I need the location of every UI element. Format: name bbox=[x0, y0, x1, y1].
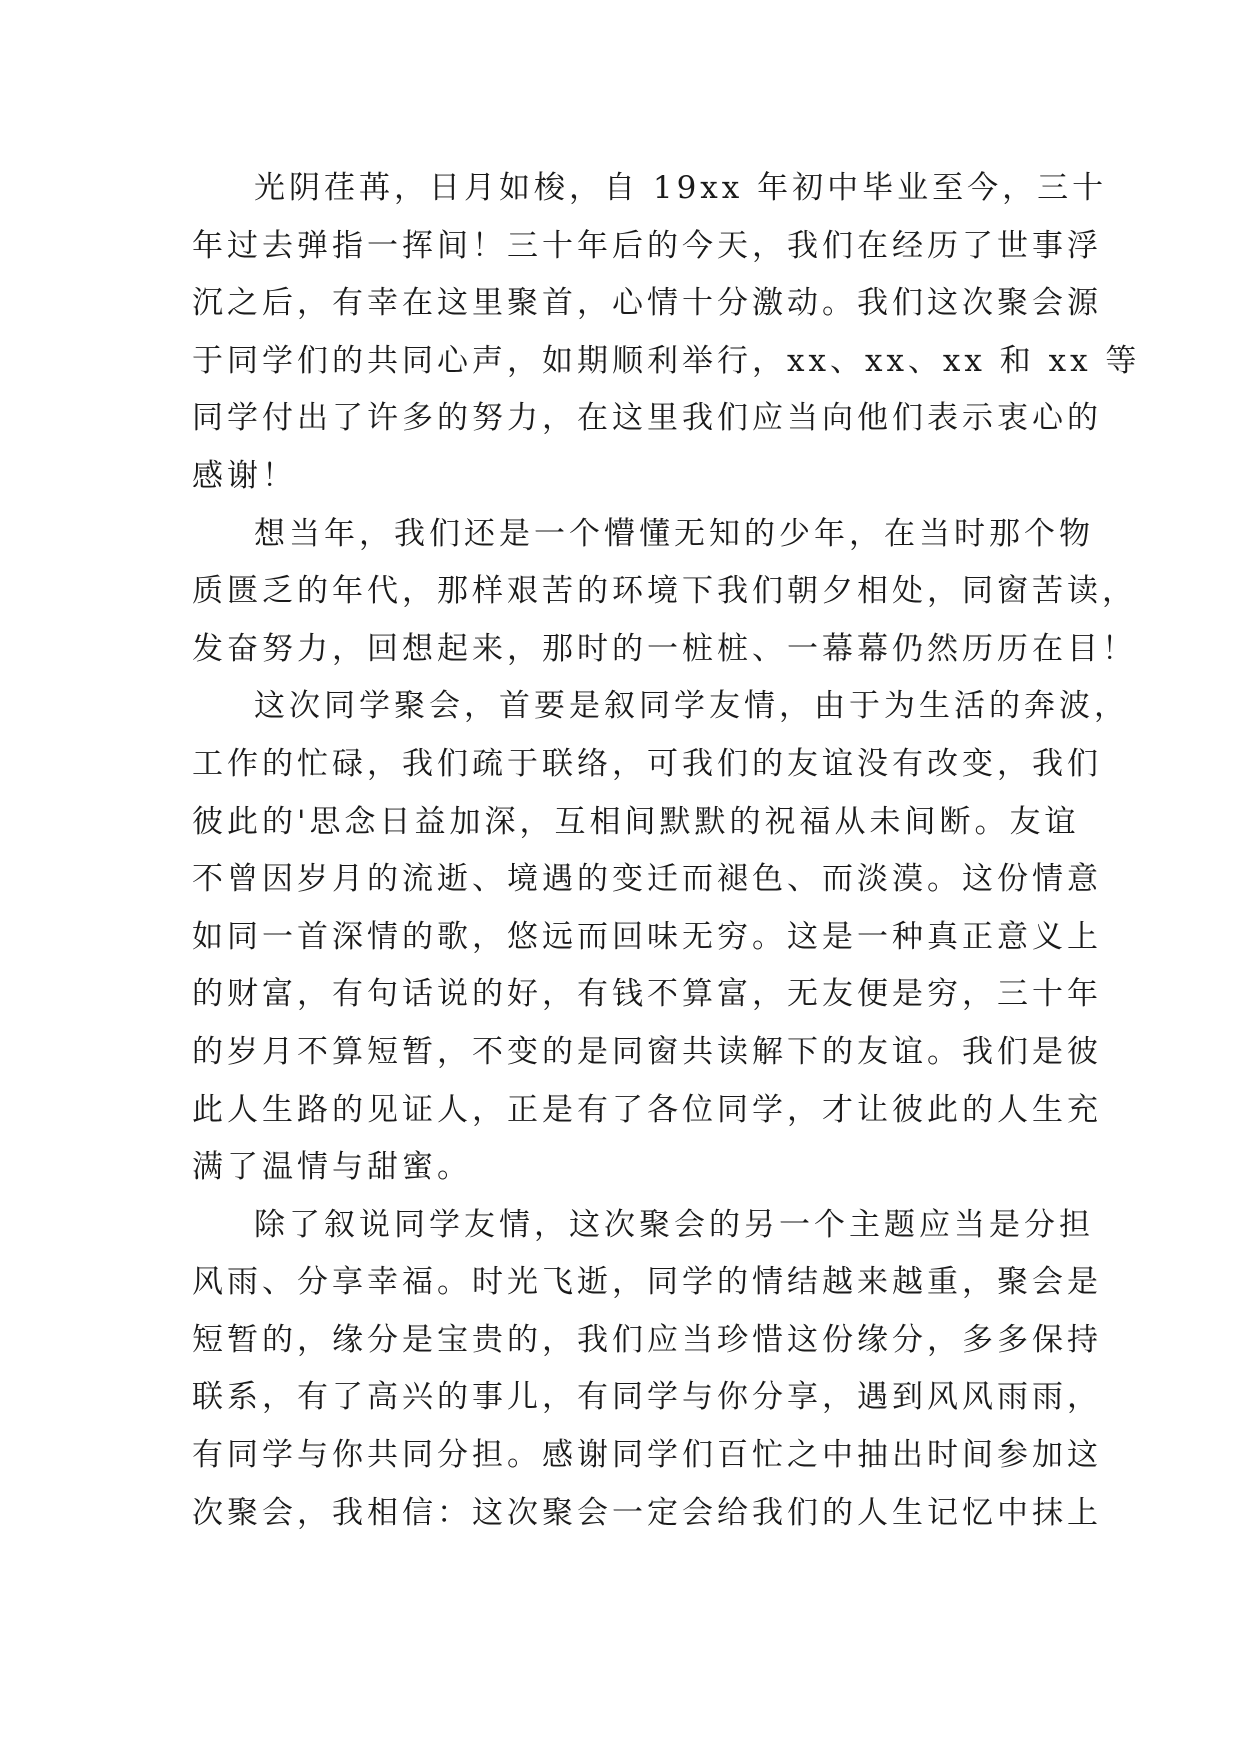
paragraph-1-line-4: 于同学们的共同心声，如期顺利举行，xx、xx、xx 和 xx 等 bbox=[192, 342, 1141, 379]
paragraph-1-line-5: 同学付出了许多的努力，在这里我们应当向他们表示衷心的 bbox=[192, 400, 1102, 437]
paragraph-2-line-2: 质匮乏的年代，那样艰苦的环境下我们朝夕相处，同窗苦读， bbox=[192, 573, 1137, 610]
paragraph-3-line-2: 工作的忙碌，我们疏于联络，可我们的友谊没有改变，我们 bbox=[192, 745, 1102, 782]
paragraph-3-line-7: 的岁月不算短暂，不变的是同窗共读解下的友谊。我们是彼 bbox=[192, 1033, 1102, 1070]
paragraph-4-line-2: 风雨、分享幸福。时光飞逝，同学的情结越来越重，聚会是 bbox=[192, 1264, 1102, 1301]
paragraph-4-line-1: 除了叙说同学友情，这次聚会的另一个主题应当是分担 bbox=[254, 1206, 1094, 1243]
paragraph-3-line-4: 不曾因岁月的流逝、境遇的变迁而褪色、而淡漠。这份情意 bbox=[192, 861, 1102, 898]
paragraph-1-line-1: 光阴荏苒，日月如梭，自 19xx 年初中毕业至今，三十 bbox=[254, 170, 1108, 206]
paragraph-1-line-6: 感谢！ bbox=[192, 457, 297, 494]
paragraph-3-line-1: 这次同学聚会，首要是叙同学友情，由于为生活的奔波， bbox=[254, 688, 1129, 725]
paragraph-3-line-6: 的财富，有句话说的好，有钱不算富，无友便是穷，三十年 bbox=[192, 976, 1102, 1013]
paragraph-1-line-3: 沉之后，有幸在这里聚首，心情十分激动。我们这次聚会源 bbox=[192, 285, 1102, 322]
paragraph-3-line-9: 满了温情与甜蜜。 bbox=[192, 1149, 472, 1186]
paragraph-1-line-2: 年过去弹指一挥间！三十年后的今天，我们在经历了世事浮 bbox=[192, 227, 1102, 264]
paragraph-4-line-4: 联系，有了高兴的事儿，有同学与你分享，遇到风风雨雨， bbox=[192, 1379, 1102, 1416]
paragraph-2-line-1: 想当年，我们还是一个懵懂无知的少年，在当时那个物 bbox=[254, 515, 1094, 552]
paragraph-4-line-6: 次聚会，我相信：这次聚会一定会给我们的人生记忆中抹上 bbox=[192, 1494, 1102, 1531]
paragraph-4-line-3: 短暂的，缘分是宝贵的，我们应当珍惜这份缘分，多多保持 bbox=[192, 1321, 1102, 1358]
paragraph-3-line-8: 此人生路的见证人，正是有了各位同学，才让彼此的人生充 bbox=[192, 1091, 1102, 1128]
document-body bbox=[192, 160, 1141, 1542]
paragraph-3-line-3: 彼此的'思念日益加深，互相间默默的祝福从未间断。友谊 bbox=[192, 803, 1080, 840]
paragraph-3-line-5: 如同一首深情的歌，悠远而回味无穷。这是一种真正意义上 bbox=[192, 918, 1102, 955]
paragraph-2-line-3: 发奋努力，回想起来，那时的一桩桩、一幕幕仍然历历在目！ bbox=[192, 630, 1137, 667]
paragraph-4-line-5: 有同学与你共同分担。感谢同学们百忙之中抽出时间参加这 bbox=[192, 1437, 1102, 1474]
